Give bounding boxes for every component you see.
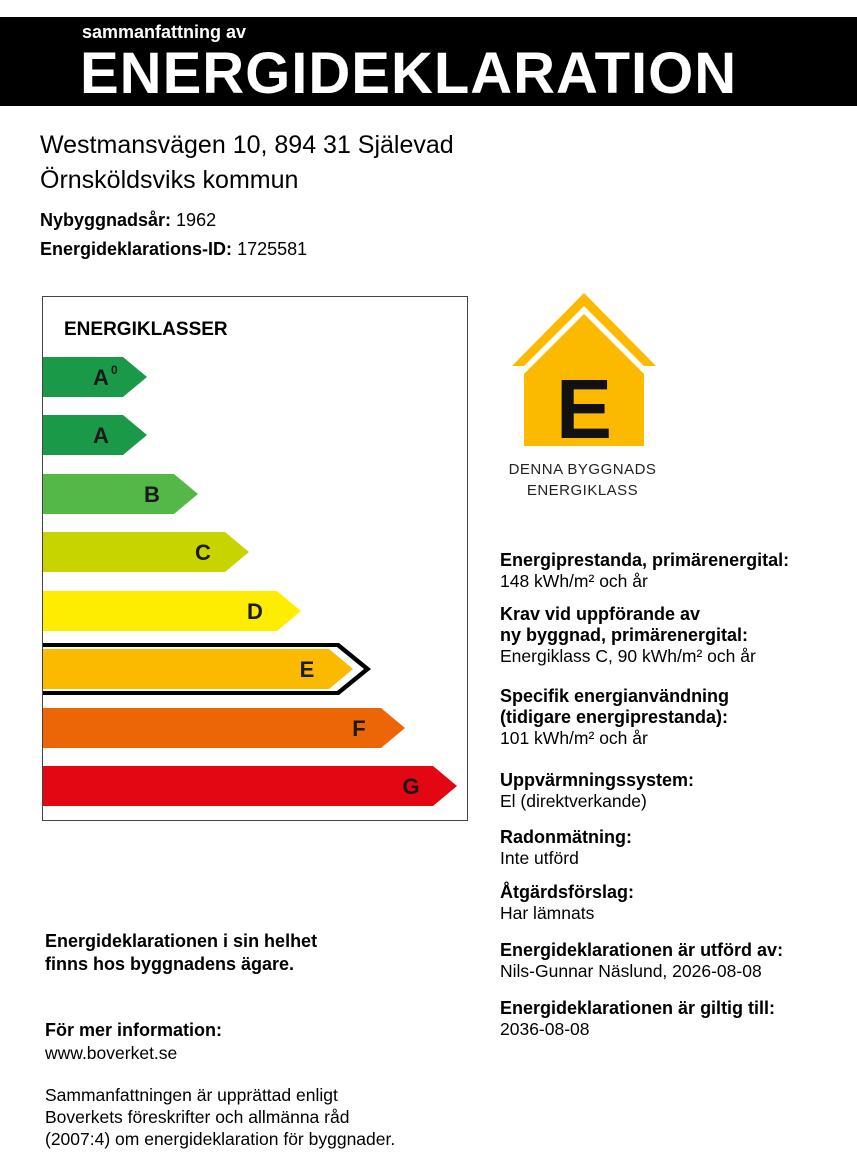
heating-label: Uppvärmningssystem:: [500, 770, 695, 790]
header-title: ENERGIDEKLARATION: [80, 41, 738, 106]
primary-energy-value: 148 kWh/m² och år: [500, 571, 648, 591]
performed-by-block: [500, 940, 850, 982]
energy-class-arrows: [43, 297, 469, 822]
more-info-label: För mer information:: [45, 1020, 223, 1040]
built-year-row: [40, 209, 216, 231]
energy-class-title: ENERGIKLASSER: [64, 319, 228, 340]
requirement-block: [500, 604, 850, 667]
address-municipality: Örnsköldsviks kommun: [40, 166, 299, 194]
measures-value: Har lämnats: [500, 903, 595, 923]
specific-energy-value: 101 kWh/m² och år: [500, 728, 648, 748]
declaration-id-label: Energideklarations-ID:: [40, 239, 233, 259]
specific-energy-label-line2: (tidigare energiprestanda):: [500, 707, 729, 727]
requirement-label-line2: ny byggnad, primärenergital:: [500, 625, 749, 645]
more-info-link[interactable]: www.boverket.se: [45, 1043, 178, 1063]
built-year-label: Nybyggnadsår:: [40, 210, 172, 230]
measures-label: Åtgärdsförslag:: [500, 882, 635, 902]
legal-note-line3: (2007:4) om energideklaration för byggnader.: [45, 1129, 396, 1149]
energy-class-arrow-g: [43, 766, 457, 806]
radon-label: Radonmätning:: [500, 827, 632, 847]
energy-class-letter: F: [352, 716, 366, 741]
energy-class-arrow-f: [43, 708, 405, 748]
energy-class-letter: D: [247, 599, 263, 624]
requirement-value: Energiklass C, 90 kWh/m² och år: [500, 646, 756, 666]
energy-class-arrow-b: [43, 474, 198, 514]
measures-block: [500, 882, 850, 924]
performed-by-label: Energideklarationen är utförd av:: [500, 940, 784, 960]
requirement-label-line1: Krav vid uppförande av: [500, 604, 701, 624]
specific-energy-label-line1: Specifik energianvändning: [500, 686, 730, 706]
energy-class-letter: C: [195, 540, 211, 565]
energy-class-superscript: 0: [111, 363, 118, 377]
primary-energy-block: [500, 550, 850, 592]
legal-note-line2: Boverkets föreskrifter och allmänna råd: [45, 1107, 350, 1127]
energy-class-arrow-c: [43, 532, 249, 572]
energy-class-letter: A: [93, 365, 109, 390]
address-street: Westmansvägen 10, 894 31 Själevad: [40, 131, 454, 159]
declaration-id-value: 1725581: [237, 239, 308, 259]
heating-value: El (direktverkande): [500, 791, 647, 811]
energy-class-scale: [42, 296, 468, 821]
specific-energy-block: [500, 686, 850, 749]
declaration-id-row: [40, 238, 307, 260]
energy-class-letter: G: [402, 774, 420, 799]
energy-class-letter: B: [144, 482, 160, 507]
header-subtitle: sammanfattning av: [82, 22, 247, 42]
badge-class-letter: E: [555, 362, 613, 456]
badge-caption-line1: DENNA BYGGNADS: [508, 461, 657, 478]
valid-until-block: [500, 998, 850, 1040]
built-year-value: 1962: [176, 210, 217, 230]
radon-value: Inte utförd: [500, 848, 579, 868]
owner-note-line1: Energideklarationen i sin helhet: [45, 931, 318, 951]
radon-block: [500, 827, 850, 869]
header-banner: [0, 17, 857, 106]
primary-energy-label: Energiprestanda, primärenergital:: [500, 550, 790, 570]
valid-until-label: Energideklarationen är giltig till:: [500, 998, 776, 1018]
heating-block: [500, 770, 850, 812]
energy-class-letter: A: [93, 423, 109, 448]
owner-note-line2: finns hos byggnadens ägare.: [45, 954, 295, 974]
legal-note-line1: Sammanfattningen är upprättad enligt: [45, 1085, 338, 1105]
valid-until-value: 2036-08-08: [500, 1019, 590, 1039]
performed-by-value: Nils-Gunnar Näslund, 2026-08-08: [500, 961, 762, 981]
energy-class-letter: E: [299, 657, 315, 682]
badge-caption-line2: ENERGIKLASS: [526, 482, 639, 499]
